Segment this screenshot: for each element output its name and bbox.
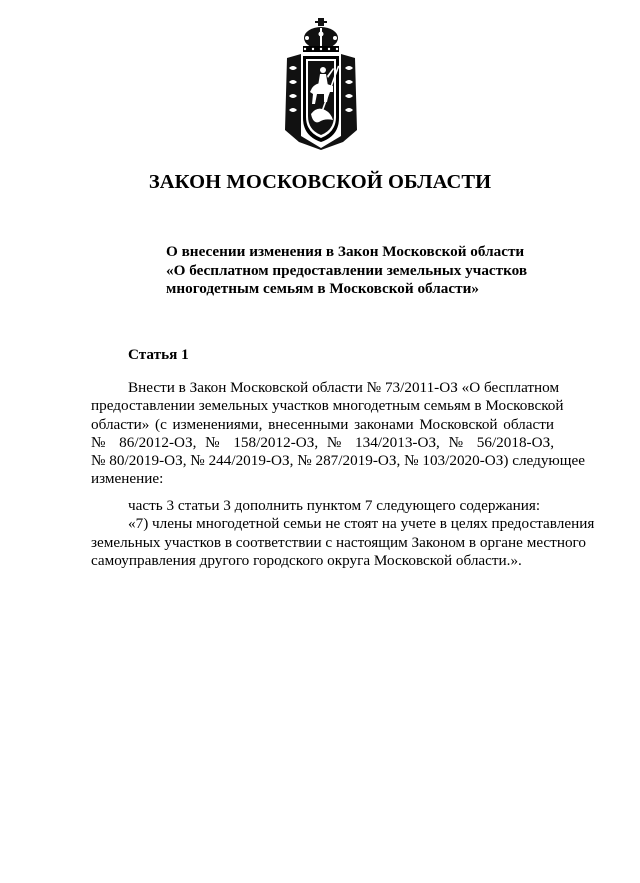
paragraph-line: самоуправления другого городского округа Московской области.». [91, 551, 522, 569]
paragraph-line: земельных участков в соответствии с настоящим Законом в органе местного [91, 533, 586, 551]
subtitle-line: «О бесплатном предоставлении земельных участков [166, 261, 528, 279]
coat-of-arms-emblem [283, 18, 359, 150]
paragraph-line: изменение: [91, 470, 164, 488]
paragraph-line: № 80/2019-ОЗ, № 244/2019-ОЗ, № 287/2019-ОЗ, № 103/2020-ОЗ) следующее [91, 452, 585, 470]
subtitle-line: О внесении изменения в Закон Московской области [166, 243, 525, 260]
paragraph-line: области» (с изменениями, внесенными законами Московской области [91, 415, 554, 433]
document-title: ЗАКОН МОСКОВСКОЙ ОБЛАСТИ [148, 171, 492, 193]
paragraph-line: № 86/2012-ОЗ, № 158/2012-ОЗ, № 134/2013-ОЗ, № 56/2018-ОЗ, [91, 433, 554, 451]
crown-icon [303, 18, 339, 52]
shield-icon [303, 56, 339, 142]
article-paragraph-1 [91, 379, 585, 489]
subtitle-line: многодетным семьям в Московской области» [166, 280, 479, 297]
paragraph-line: предоставлении земельных участков многодетным семьям в Московской [91, 397, 564, 415]
document-subtitle [166, 243, 606, 299]
paragraph-line: часть 3 статьи 3 дополнить пунктом 7 следующего содержания: [128, 497, 541, 514]
paragraph-line: «7) члены многодетной семьи не стоят на учете в целях предоставления [128, 515, 595, 533]
article-heading: Статья 1 [128, 346, 189, 363]
article-paragraph-2 [91, 497, 595, 570]
paragraph-line: Внести в Закон Московской области № 73/2011-ОЗ «О бесплатном [128, 379, 560, 396]
